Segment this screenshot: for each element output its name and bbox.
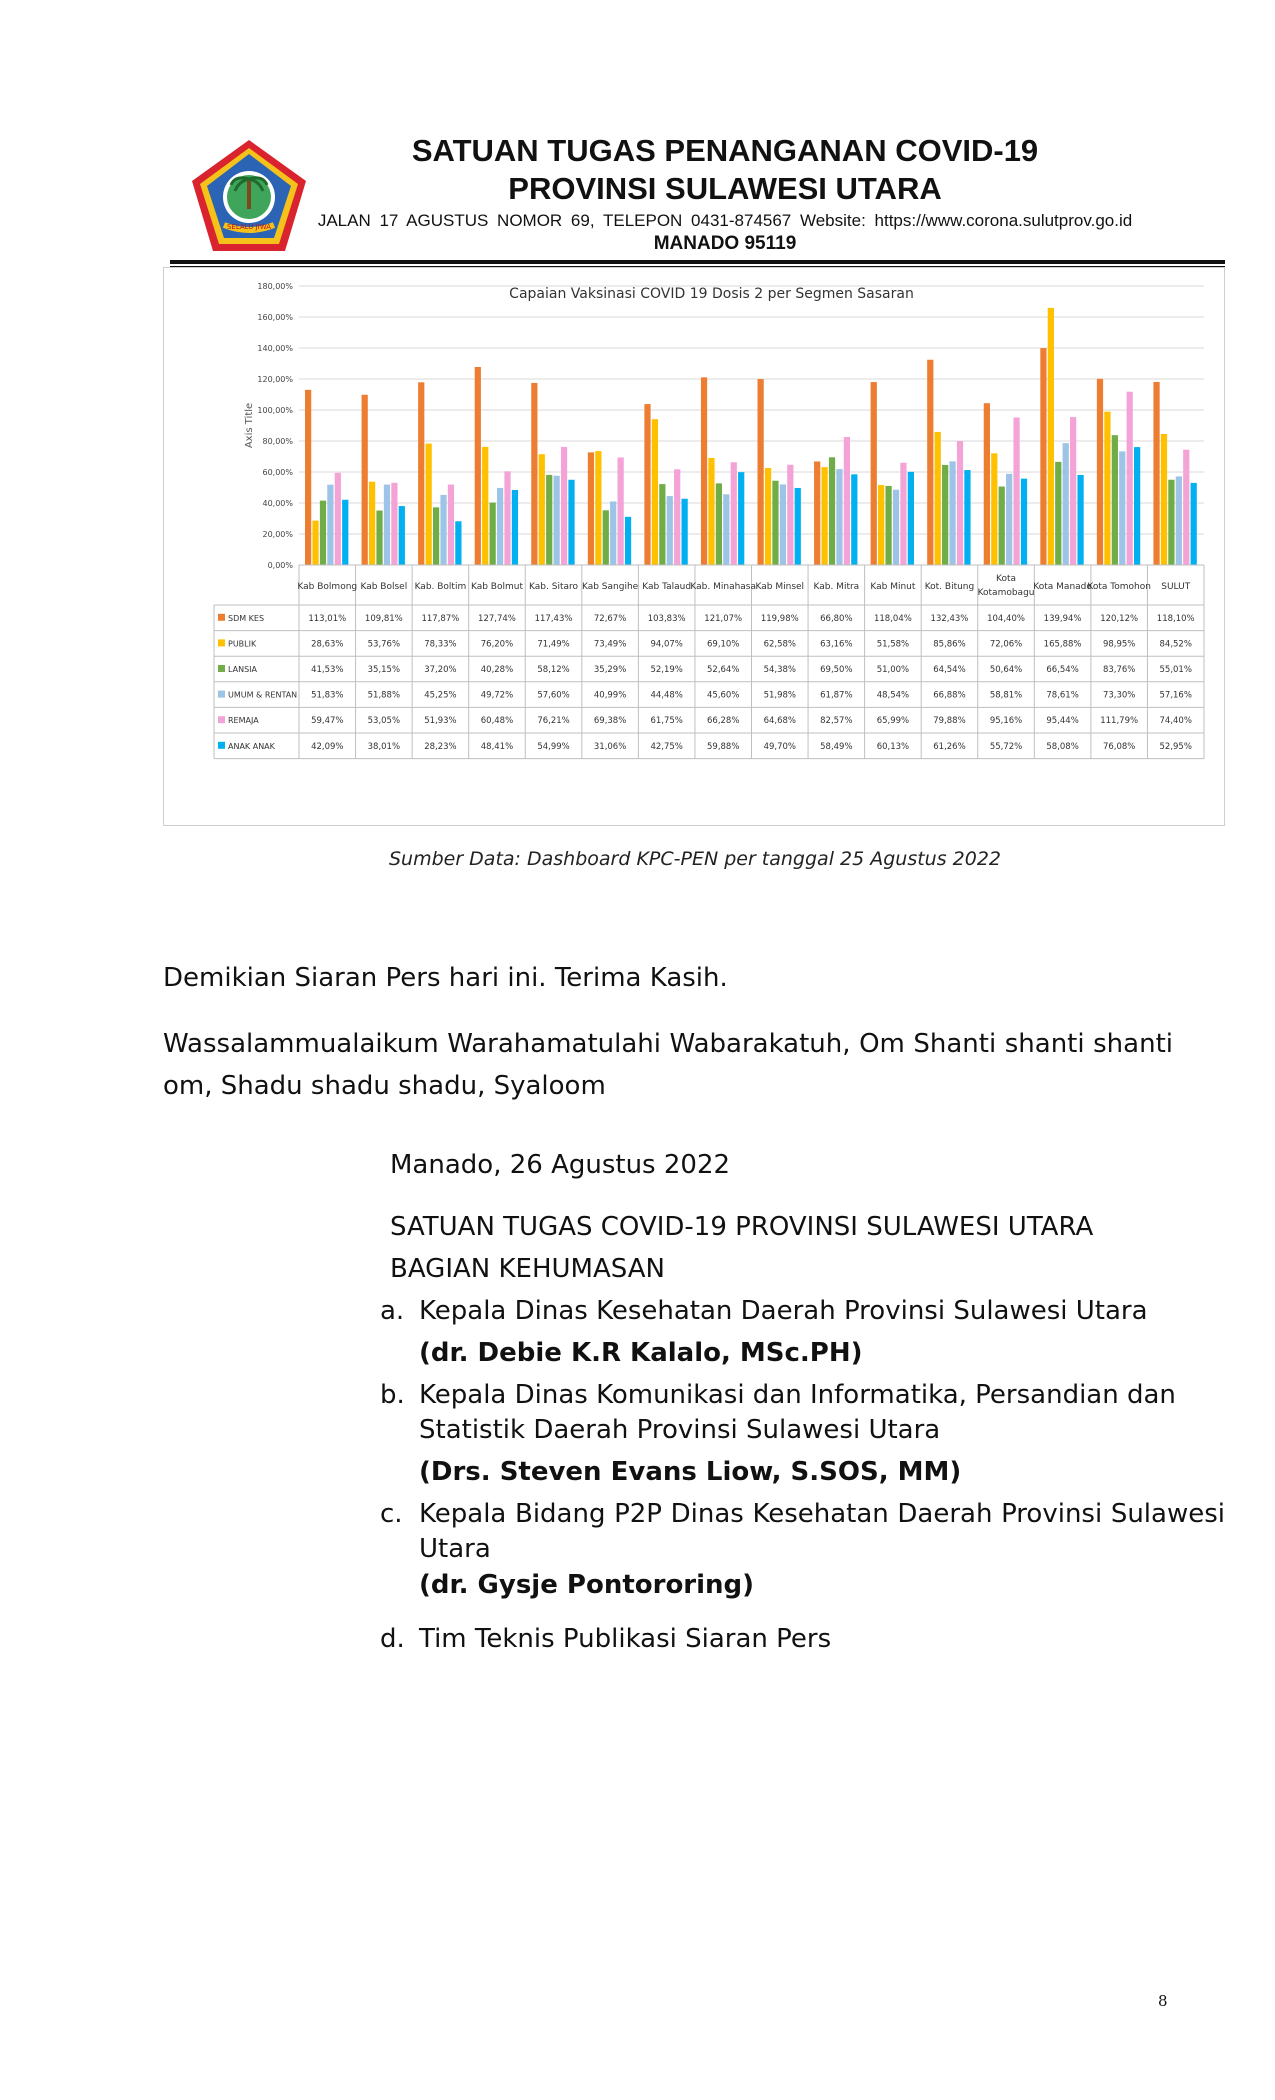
- list-marker: d.: [380, 1624, 405, 1654]
- y-tick-label: 120,00%: [257, 375, 293, 384]
- legend-entry: LANSIA: [228, 665, 258, 674]
- letterhead-address: JALAN 17 AGUSTUS NOMOR 69, TELEPON 0431-874567 Website: https://www.corona.sulutprov.go.id: [317, 211, 1133, 230]
- bar-umum-rentan-4: [554, 476, 560, 565]
- bar-anak-anak-1: [399, 506, 405, 565]
- bar-sdm-kes-7: [701, 377, 707, 565]
- bar-publik-15: [1161, 434, 1167, 565]
- bar-sdm-kes-11: [927, 360, 933, 565]
- bar-publik-3: [482, 447, 488, 565]
- data-label: 84,52%: [1159, 639, 1192, 650]
- data-label: 111,79%: [1100, 716, 1139, 727]
- data-label: 85,86%: [933, 639, 966, 650]
- bar-publik-11: [935, 432, 941, 565]
- bar-publik-14: [1104, 412, 1110, 565]
- legend-entry: REMAJA: [228, 716, 259, 726]
- y-tick-label: 140,00%: [257, 344, 293, 353]
- y-tick-label: 40,00%: [262, 499, 293, 508]
- org-name: SATUAN TUGAS COVID-19 PROVINSI SULAWESI UTARA: [390, 1212, 1094, 1242]
- data-label: 132,43%: [930, 613, 969, 624]
- data-label: 95,16%: [989, 716, 1023, 727]
- bar-umum-rentan-10: [893, 490, 899, 565]
- bar-publik-4: [539, 454, 545, 565]
- bar-umum-rentan-5: [610, 501, 616, 565]
- category-label: Kab Talaud: [642, 582, 692, 592]
- legend-entry: PUBLIK: [228, 639, 257, 649]
- data-label: 57,16%: [1159, 690, 1192, 701]
- data-label: 98,95%: [1102, 639, 1136, 650]
- legend-key: [218, 691, 225, 698]
- bar-lansia-6: [659, 484, 665, 565]
- data-label: 74,40%: [1159, 716, 1192, 727]
- bar-anak-anak-11: [964, 470, 970, 565]
- data-label: 54,99%: [537, 741, 570, 752]
- bar-remaja-13: [1070, 417, 1076, 565]
- vaccination-chart: [163, 267, 1225, 826]
- data-label: 73,30%: [1102, 690, 1136, 701]
- bar-umum-rentan-13: [1063, 443, 1069, 565]
- data-label: 62,58%: [763, 639, 796, 650]
- y-axis-title: Axis Title: [244, 402, 255, 449]
- recipient-title: Kepala Dinas Komunikasi dan Informatika, Persandian dan: [419, 1380, 1176, 1410]
- bar-anak-anak-3: [512, 490, 518, 565]
- bar-lansia-13: [1055, 462, 1061, 565]
- data-label: 104,40%: [987, 613, 1025, 624]
- data-label: 51,83%: [311, 690, 344, 701]
- bar-umum-rentan-9: [836, 469, 842, 565]
- data-label: 79,88%: [933, 716, 966, 727]
- bar-sdm-kes-9: [814, 461, 820, 565]
- y-tick-label: 20,00%: [262, 530, 293, 539]
- bar-remaja-9: [844, 437, 850, 565]
- data-label: 45,25%: [424, 690, 457, 701]
- category-label: Kab. Mitra: [813, 582, 860, 592]
- bar-lansia-8: [772, 481, 778, 565]
- source-caption: Sumber Data: Dashboard KPC-PEN per tanggal 25 Agustus 2022: [388, 848, 1002, 870]
- y-tick-label: 160,00%: [257, 313, 293, 322]
- category-label: Kab. Minahasa: [690, 582, 757, 592]
- legend-key: [218, 716, 225, 723]
- data-label: 42,09%: [311, 741, 344, 752]
- bar-publik-9: [821, 467, 827, 565]
- data-label: 59,47%: [311, 716, 344, 727]
- bar-lansia-11: [942, 465, 948, 565]
- bar-publik-2: [426, 444, 432, 565]
- letterhead-rule-thick: [170, 260, 1225, 264]
- data-label: 117,43%: [534, 613, 573, 624]
- data-label: 139,94%: [1043, 613, 1082, 624]
- bar-lansia-9: [829, 457, 835, 565]
- chart-canvas: [164, 268, 1224, 825]
- data-label: 55,72%: [989, 741, 1023, 752]
- data-label: 64,54%: [933, 665, 966, 675]
- data-label: 53,76%: [367, 639, 401, 650]
- recipient-title-cont: Statistik Daerah Provinsi Sulawesi Utara: [419, 1415, 941, 1445]
- data-label: 83,76%: [1102, 665, 1136, 675]
- category-label: Kab Minut: [870, 582, 916, 592]
- data-label: 94,07%: [650, 639, 683, 650]
- bar-anak-anak-14: [1134, 447, 1140, 565]
- list-marker: b.: [380, 1380, 405, 1410]
- data-label: 51,93%: [424, 716, 457, 727]
- bar-publik-0: [312, 521, 318, 565]
- category-label: SULUT: [1161, 582, 1191, 592]
- category-label: Kota Tomohon: [1087, 582, 1151, 592]
- data-label: 109,81%: [364, 613, 403, 624]
- bar-umum-rentan-7: [723, 494, 729, 565]
- bar-lansia-5: [603, 510, 609, 565]
- bar-remaja-11: [957, 441, 963, 565]
- bar-publik-8: [765, 468, 771, 565]
- data-label: 69,50%: [820, 665, 853, 675]
- data-label: 38,01%: [367, 741, 401, 752]
- bar-remaja-3: [504, 471, 510, 565]
- category-label: Kab Minsel: [755, 582, 805, 592]
- bar-remaja-14: [1127, 392, 1133, 565]
- data-label: 58,12%: [537, 665, 570, 675]
- recipient-name: (Drs. Steven Evans Liow, S.SOS, MM): [419, 1457, 962, 1487]
- y-tick-label: 180,00%: [257, 282, 293, 291]
- y-tick-label: 0,00%: [267, 561, 293, 570]
- data-label: 69,38%: [593, 716, 627, 727]
- letterhead-title: SATUAN TUGAS PENANGANAN COVID-19: [411, 133, 1039, 168]
- bar-sdm-kes-13: [1040, 348, 1046, 565]
- list-marker: a.: [380, 1296, 405, 1326]
- bar-remaja-12: [1013, 418, 1019, 565]
- bar-anak-anak-8: [795, 488, 801, 565]
- letterhead-subtitle: PROVINSI SULAWESI UTARA: [508, 171, 942, 206]
- legend-entry: UMUM & RENTAN: [228, 690, 298, 700]
- legend-key: [218, 665, 225, 672]
- bar-lansia-0: [320, 501, 326, 565]
- data-label: 51,00%: [876, 665, 910, 675]
- data-label: 118,04%: [873, 613, 912, 624]
- data-label: 58,81%: [989, 690, 1023, 701]
- data-label: 66,54%: [1046, 665, 1079, 675]
- category-label: Kab. Boltim: [414, 582, 467, 592]
- data-label: 57,60%: [537, 690, 570, 701]
- data-label: 78,61%: [1046, 690, 1079, 701]
- data-label: 55,01%: [1159, 665, 1192, 675]
- data-label: 60,13%: [876, 741, 910, 752]
- data-label: 65,99%: [876, 716, 910, 727]
- data-label: 120,12%: [1100, 613, 1139, 624]
- list-marker: c.: [380, 1499, 403, 1529]
- recipient-title-cont: Utara: [419, 1534, 491, 1564]
- category-label: Kab Bolmut: [470, 582, 523, 592]
- bar-anak-anak-6: [682, 499, 688, 565]
- data-label: 40,99%: [593, 690, 627, 701]
- bar-anak-anak-15: [1191, 483, 1197, 565]
- data-label: 72,06%: [989, 639, 1023, 650]
- bar-lansia-10: [885, 486, 891, 565]
- data-label: 31,06%: [593, 741, 627, 752]
- legend-key: [218, 742, 225, 749]
- data-label: 48,54%: [876, 690, 910, 701]
- y-tick-label: 60,00%: [262, 468, 293, 477]
- data-label: 64,68%: [763, 716, 796, 727]
- data-label: 51,98%: [763, 690, 796, 701]
- bar-umum-rentan-15: [1176, 476, 1182, 565]
- place-date: Manado, 26 Agustus 2022: [390, 1150, 731, 1180]
- data-label: 72,67%: [593, 613, 627, 624]
- bar-remaja-5: [618, 457, 624, 565]
- data-label: 52,64%: [707, 665, 740, 675]
- category-label: Kab Bolmong: [297, 582, 358, 592]
- bar-umum-rentan-6: [667, 496, 673, 565]
- data-label: 53,05%: [367, 716, 401, 727]
- bar-lansia-3: [490, 503, 496, 565]
- bar-publik-6: [652, 419, 658, 565]
- bar-umum-rentan-12: [1006, 474, 1012, 565]
- recipient-name: (dr. Debie K.R Kalalo, MSc.PH): [419, 1338, 863, 1368]
- bar-remaja-15: [1183, 450, 1189, 565]
- letterhead-city: MANADO 95119: [653, 233, 797, 254]
- data-label: 51,58%: [876, 639, 910, 650]
- bar-umum-rentan-3: [497, 488, 503, 565]
- bar-remaja-2: [448, 485, 454, 565]
- data-label: 52,95%: [1159, 741, 1192, 752]
- bar-remaja-8: [787, 465, 793, 565]
- greeting-line-2: om, Shadu shadu shadu, Syaloom: [163, 1071, 606, 1101]
- bar-sdm-kes-6: [644, 404, 650, 565]
- bar-anak-anak-4: [568, 480, 574, 565]
- closing-paragraph: Demikian Siaran Pers hari ini. Terima Kasih.: [163, 963, 728, 993]
- bar-umum-rentan-1: [384, 485, 390, 565]
- data-label: 119,98%: [760, 613, 799, 624]
- category-label: Kab Sangihe: [581, 582, 639, 592]
- recipient-title: Kepala Bidang P2P Dinas Kesehatan Daerah Provinsi Sulawesi: [419, 1499, 1225, 1529]
- bar-sdm-kes-5: [588, 452, 594, 565]
- category-label: Kota Manado: [1033, 582, 1092, 592]
- data-label: 50,64%: [989, 665, 1023, 675]
- recipient-title: Tim Teknis Publikasi Siaran Pers: [419, 1624, 832, 1654]
- bar-publik-12: [991, 453, 997, 565]
- data-label: 61,87%: [820, 690, 853, 701]
- legend-key: [218, 614, 225, 621]
- data-label: 59,88%: [707, 741, 740, 752]
- bar-umum-rentan-2: [440, 495, 446, 565]
- data-label: 165,88%: [1043, 639, 1082, 650]
- data-label: 61,26%: [933, 741, 966, 752]
- data-label: 117,87%: [421, 613, 460, 624]
- data-label: 71,49%: [537, 639, 570, 650]
- data-label: 69,10%: [707, 639, 740, 650]
- category-label: Kab Bolsel: [360, 582, 408, 592]
- recipient-name: (dr. Gysje Pontororing): [419, 1570, 755, 1600]
- data-label: 127,74%: [478, 613, 516, 624]
- recipient-title: Kepala Dinas Kesehatan Daerah Provinsi Sulawesi Utara: [419, 1296, 1148, 1326]
- greeting-line-1: Wassalammualaikum Warahamatulahi Wabarakatuh, Om Shanti shanti shanti: [163, 1029, 1173, 1059]
- bar-lansia-12: [999, 487, 1005, 565]
- data-label: 49,72%: [480, 690, 514, 701]
- bar-remaja-7: [731, 462, 737, 565]
- data-label: 58,08%: [1046, 741, 1079, 752]
- bar-anak-anak-0: [342, 500, 348, 565]
- data-label: 78,33%: [424, 639, 457, 650]
- bar-publik-1: [369, 482, 375, 565]
- bar-publik-7: [708, 458, 714, 565]
- data-label: 66,88%: [933, 690, 966, 701]
- data-label: 103,83%: [647, 613, 686, 624]
- bar-anak-anak-10: [908, 472, 914, 565]
- bar-anak-anak-13: [1077, 475, 1083, 565]
- bar-umum-rentan-0: [327, 485, 333, 565]
- page-number: 8: [1158, 1992, 1168, 2010]
- bar-sdm-kes-1: [362, 395, 368, 565]
- bar-remaja-1: [391, 483, 397, 565]
- data-label: 48,41%: [480, 741, 514, 752]
- bar-anak-anak-2: [455, 521, 461, 565]
- data-label: 44,48%: [650, 690, 683, 701]
- data-label: 113,01%: [308, 613, 347, 624]
- bar-anak-anak-9: [851, 474, 857, 565]
- bar-sdm-kes-12: [984, 403, 990, 565]
- data-label: 58,49%: [820, 741, 853, 752]
- bar-sdm-kes-14: [1097, 379, 1103, 565]
- bar-lansia-1: [376, 511, 382, 565]
- data-label: 54,38%: [763, 665, 796, 675]
- bar-remaja-0: [335, 473, 341, 565]
- y-tick-label: 80,00%: [262, 437, 293, 446]
- data-label: 66,28%: [707, 716, 740, 727]
- bar-sdm-kes-15: [1153, 382, 1159, 565]
- data-label: 60,48%: [480, 716, 514, 727]
- bar-lansia-15: [1168, 480, 1174, 565]
- bar-remaja-6: [674, 469, 680, 565]
- data-label: 76,08%: [1102, 741, 1136, 752]
- data-label: 66,80%: [820, 613, 853, 624]
- data-label: 49,70%: [763, 741, 796, 752]
- data-label: 118,10%: [1156, 613, 1195, 624]
- bar-sdm-kes-4: [531, 383, 537, 565]
- data-label: 35,29%: [593, 665, 627, 675]
- bar-anak-anak-12: [1021, 479, 1027, 565]
- data-label: 63,16%: [820, 639, 853, 650]
- data-label: 52,19%: [650, 665, 683, 675]
- bar-umum-rentan-14: [1119, 451, 1125, 565]
- bar-publik-13: [1048, 308, 1054, 565]
- data-label: 51,88%: [367, 690, 401, 701]
- chart-title: Capaian Vaksinasi COVID 19 Dosis 2 per Segmen Sasaran: [509, 286, 914, 302]
- bar-lansia-2: [433, 507, 439, 565]
- data-label: 40,28%: [480, 665, 514, 675]
- data-label: 61,75%: [650, 716, 683, 727]
- category-label: Kab. Sitaro: [529, 582, 579, 592]
- data-label: 45,60%: [707, 690, 740, 701]
- data-label: 41,53%: [311, 665, 344, 675]
- org-division: BAGIAN KEHUMASAN: [390, 1254, 665, 1284]
- bar-anak-anak-5: [625, 517, 631, 565]
- bar-lansia-7: [716, 483, 722, 565]
- bar-publik-10: [878, 485, 884, 565]
- data-label: 82,57%: [820, 716, 853, 727]
- data-label: 28,63%: [311, 639, 344, 650]
- bar-remaja-4: [561, 447, 567, 565]
- category-label: Kot. Bitung: [924, 582, 975, 592]
- data-label: 37,20%: [424, 665, 457, 675]
- legend-entry: SDM KES: [228, 613, 265, 623]
- bar-sdm-kes-2: [418, 382, 424, 565]
- provincial-logo: [188, 137, 310, 255]
- logo-motto: SELALU JIWA: [226, 223, 272, 231]
- bar-anak-anak-7: [738, 472, 744, 565]
- data-label: 42,75%: [650, 741, 683, 752]
- data-label: 95,44%: [1046, 716, 1079, 727]
- y-tick-label: 100,00%: [257, 406, 293, 415]
- legend-key: [218, 639, 225, 646]
- bar-sdm-kes-8: [758, 379, 764, 565]
- bar-publik-5: [595, 451, 601, 565]
- legend-entry: ANAK ANAK: [228, 741, 275, 751]
- bar-sdm-kes-10: [871, 382, 877, 565]
- bar-sdm-kes-3: [475, 367, 481, 565]
- category-label: Kota Kotamobagu: [977, 574, 1035, 598]
- data-label: 28,23%: [424, 741, 457, 752]
- bar-umum-rentan-8: [780, 484, 786, 565]
- data-label: 35,15%: [367, 665, 401, 675]
- bar-remaja-10: [900, 463, 906, 565]
- data-label: 121,07%: [704, 613, 743, 624]
- bar-umum-rentan-11: [949, 461, 955, 565]
- bar-lansia-14: [1112, 435, 1118, 565]
- bar-lansia-4: [546, 475, 552, 565]
- bar-sdm-kes-0: [305, 390, 311, 565]
- data-label: 73,49%: [593, 639, 627, 650]
- data-label: 76,20%: [480, 639, 514, 650]
- data-label: 76,21%: [537, 716, 570, 727]
